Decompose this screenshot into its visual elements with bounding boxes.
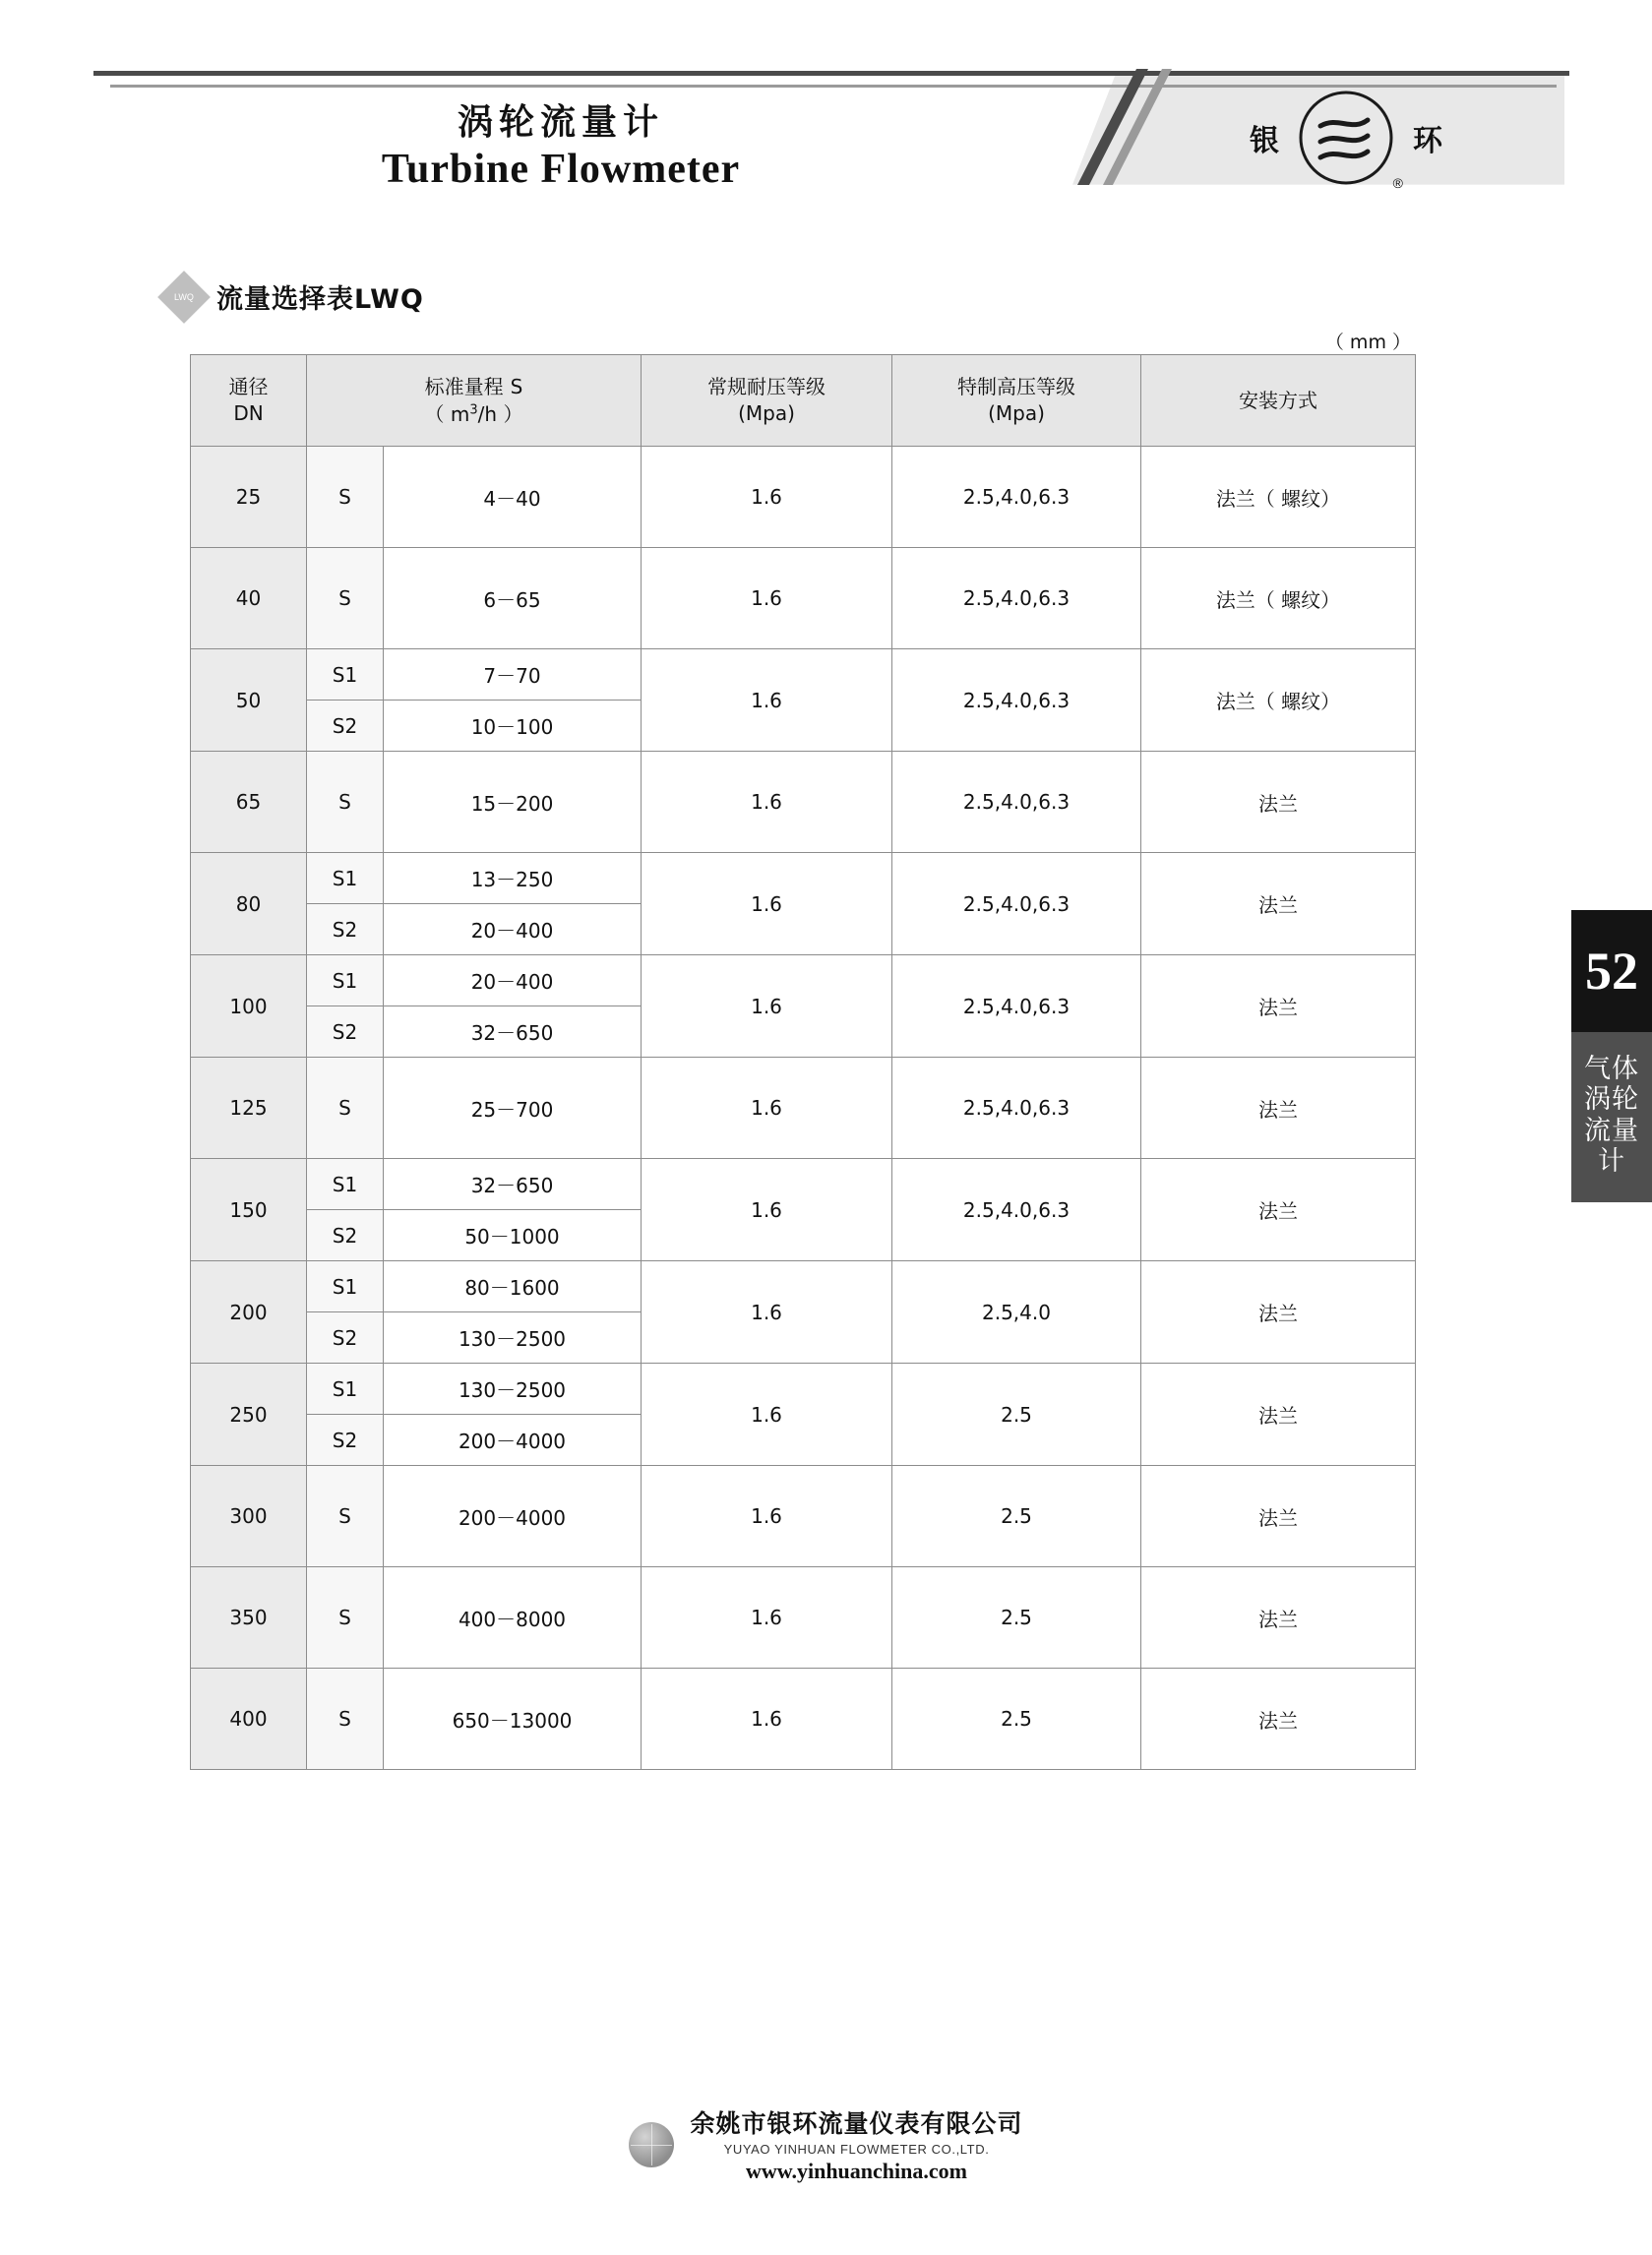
cell-range: 50－1000 [384, 1210, 642, 1261]
cell-dn: 400 [191, 1669, 307, 1770]
cell-range: 6－65 [384, 548, 642, 649]
cell-pressure-high: 2.5,4.0,6.3 [892, 752, 1141, 853]
cell-pressure-high: 2.5,4.0,6.3 [892, 1159, 1141, 1261]
side-tab-label: 气体涡轮流量计 [1571, 1032, 1652, 1202]
cell-range: 15－200 [384, 752, 642, 853]
cell-variant-code: S1 [307, 649, 384, 701]
cell-variant-code: S2 [307, 1415, 384, 1466]
header-range-unit-post: /h ） [477, 402, 523, 427]
cell-pressure-high: 2.5 [892, 1466, 1141, 1567]
cell-variant-code: S [307, 447, 384, 548]
cell-range: 4－40 [384, 447, 642, 548]
page-header [0, 0, 1652, 226]
cell-range: 10－100 [384, 701, 642, 752]
cell-range: 130－2500 [384, 1364, 642, 1415]
cell-dn: 65 [191, 752, 307, 853]
cell-variant-code: S2 [307, 701, 384, 752]
cell-install: 法兰（ 螺纹） [1141, 548, 1416, 649]
cell-dn: 40 [191, 548, 307, 649]
diamond-badge-label: LWQ [174, 291, 194, 302]
cell-range: 130－2500 [384, 1312, 642, 1364]
page-side-tab [1571, 910, 1652, 1202]
cell-pressure-high: 2.5,4.0,6.3 [892, 649, 1141, 752]
cell-range: 400－8000 [384, 1567, 642, 1669]
footer-company-en: YUYAO YINHUAN FLOWMETER CO.,LTD. [723, 2142, 990, 2157]
cell-variant-code: S2 [307, 1006, 384, 1058]
brand-label-left: 银 [1250, 124, 1279, 158]
registered-mark: ® [1392, 175, 1403, 191]
cell-dn: 150 [191, 1159, 307, 1261]
cell-install: 法兰 [1141, 955, 1416, 1058]
header-range-label: 标准量程 [424, 374, 504, 398]
page-title-en: Turbine Flowmeter [381, 147, 741, 192]
cell-range: 80－1600 [384, 1261, 642, 1312]
cell-pressure-high: 2.5,4.0 [892, 1261, 1141, 1364]
header-p2-line1: 特制高压等级 [957, 375, 1075, 398]
brand-logo [1250, 87, 1442, 189]
header-range [307, 355, 642, 447]
cell-install: 法兰 [1141, 1567, 1416, 1669]
page-title-cn: 涡轮流量计 [457, 102, 664, 143]
header-dn-line2: DN [233, 401, 264, 425]
flow-selection-table-wrapper [190, 354, 1415, 1770]
cell-install: 法兰 [1141, 752, 1416, 853]
flow-selection-table [190, 354, 1416, 1770]
globe-icon [629, 2122, 674, 2167]
yinhuan-logo-icon [1295, 87, 1403, 191]
table-header-row [191, 355, 1416, 447]
cell-install: 法兰 [1141, 1159, 1416, 1261]
cell-variant-code: S [307, 752, 384, 853]
cell-range: 32－650 [384, 1006, 642, 1058]
cell-variant-code: S1 [307, 955, 384, 1006]
cell-dn: 350 [191, 1567, 307, 1669]
cell-pressure-standard: 1.6 [642, 1466, 892, 1567]
cell-pressure-standard: 1.6 [642, 1159, 892, 1261]
table-row [191, 1261, 1416, 1312]
cell-pressure-standard: 1.6 [642, 1058, 892, 1159]
page-number: 52 [1571, 910, 1652, 1032]
header-install: 安装方式 [1141, 355, 1416, 447]
table-row [191, 1364, 1416, 1415]
footer-company-cn: 余姚市银环流量仪表有限公司 [690, 2109, 1023, 2138]
cell-pressure-standard: 1.6 [642, 1567, 892, 1669]
cell-pressure-standard: 1.6 [642, 1364, 892, 1466]
cell-pressure-high: 2.5 [892, 1567, 1141, 1669]
cell-pressure-standard: 1.6 [642, 447, 892, 548]
cell-pressure-standard: 1.6 [642, 955, 892, 1058]
cell-pressure-standard: 1.6 [642, 752, 892, 853]
cell-variant-code: S [307, 1058, 384, 1159]
footer-text [690, 2104, 1022, 2184]
cell-pressure-standard: 1.6 [642, 853, 892, 955]
cell-range: 20－400 [384, 904, 642, 955]
cell-pressure-standard: 1.6 [642, 1669, 892, 1770]
cell-install: 法兰 [1141, 1466, 1416, 1567]
cell-variant-code: S1 [307, 1159, 384, 1210]
table-row [191, 1466, 1416, 1567]
cell-dn: 80 [191, 853, 307, 955]
header-dn [191, 355, 307, 447]
section-heading [165, 277, 424, 316]
cell-pressure-high: 2.5,4.0,6.3 [892, 1058, 1141, 1159]
cell-variant-code: S1 [307, 853, 384, 904]
page-footer [0, 2104, 1652, 2184]
cell-range: 20－400 [384, 955, 642, 1006]
cell-dn: 100 [191, 955, 307, 1058]
header-p1-line2: (Mpa) [738, 401, 795, 425]
footer-website[interactable]: www.yinhuanchina.com [746, 2159, 967, 2183]
cell-install: 法兰 [1141, 853, 1416, 955]
cell-variant-code: S2 [307, 1210, 384, 1261]
header-p2-line2: (Mpa) [988, 401, 1045, 425]
cell-pressure-high: 2.5,4.0,6.3 [892, 447, 1141, 548]
cell-dn: 250 [191, 1364, 307, 1466]
cell-range: 200－4000 [384, 1466, 642, 1567]
header-pressure-standard [642, 355, 892, 447]
cell-variant-code: S [307, 1567, 384, 1669]
unit-note: （ mm ） [1324, 332, 1411, 353]
cell-install: 法兰 [1141, 1364, 1416, 1466]
table-body [191, 447, 1416, 1770]
table-row [191, 1669, 1416, 1770]
cell-dn: 125 [191, 1058, 307, 1159]
header-range-s: S [510, 374, 523, 398]
table-row [191, 649, 1416, 701]
cell-variant-code: S2 [307, 904, 384, 955]
header-range-line1 [307, 373, 641, 402]
cell-range: 650－13000 [384, 1669, 642, 1770]
table-row [191, 447, 1416, 548]
table-row [191, 1159, 1416, 1210]
section-title-text: 流量选择表LWQ [216, 284, 424, 315]
cell-range: 7－70 [384, 649, 642, 701]
cell-pressure-high: 2.5,4.0,6.3 [892, 853, 1141, 955]
cell-dn: 50 [191, 649, 307, 752]
header-range-line2 [307, 401, 641, 428]
cell-variant-code: S [307, 1466, 384, 1567]
cell-range: 25－700 [384, 1058, 642, 1159]
table-head [191, 355, 1416, 447]
table-row [191, 853, 1416, 904]
cell-install: 法兰 [1141, 1261, 1416, 1364]
cell-install: 法兰 [1141, 1058, 1416, 1159]
cell-install: 法兰 [1141, 1669, 1416, 1770]
cell-install: 法兰（ 螺纹） [1141, 649, 1416, 752]
cell-variant-code: S [307, 548, 384, 649]
header-dn-line1: 通径 [228, 375, 269, 398]
cell-pressure-standard: 1.6 [642, 548, 892, 649]
cell-pressure-standard: 1.6 [642, 1261, 892, 1364]
cell-range: 200－4000 [384, 1415, 642, 1466]
table-row [191, 548, 1416, 649]
cell-pressure-high: 2.5 [892, 1669, 1141, 1770]
brand-label-right: 环 [1413, 124, 1442, 158]
cell-range: 13－250 [384, 853, 642, 904]
table-row [191, 1567, 1416, 1669]
cell-variant-code: S1 [307, 1261, 384, 1312]
header-rule-dark [93, 71, 1569, 76]
header-range-unit-pre: （ m [424, 402, 470, 427]
table-row [191, 752, 1416, 853]
cell-variant-code: S1 [307, 1364, 384, 1415]
cell-variant-code: S [307, 1669, 384, 1770]
cell-variant-code: S2 [307, 1312, 384, 1364]
cell-pressure-high: 2.5,4.0,6.3 [892, 548, 1141, 649]
cell-pressure-standard: 1.6 [642, 649, 892, 752]
cell-dn: 200 [191, 1261, 307, 1364]
header-pressure-high [892, 355, 1141, 447]
cell-range: 32－650 [384, 1159, 642, 1210]
header-range-unit-sup: 3 [469, 402, 478, 418]
table-row [191, 955, 1416, 1006]
cell-dn: 25 [191, 447, 307, 548]
cell-pressure-high: 2.5 [892, 1364, 1141, 1466]
diamond-badge-icon [157, 271, 211, 324]
cell-dn: 300 [191, 1466, 307, 1567]
header-p1-line1: 常规耐压等级 [707, 375, 826, 398]
cell-pressure-high: 2.5,4.0,6.3 [892, 955, 1141, 1058]
cell-install: 法兰（ 螺纹） [1141, 447, 1416, 548]
table-row [191, 1058, 1416, 1159]
